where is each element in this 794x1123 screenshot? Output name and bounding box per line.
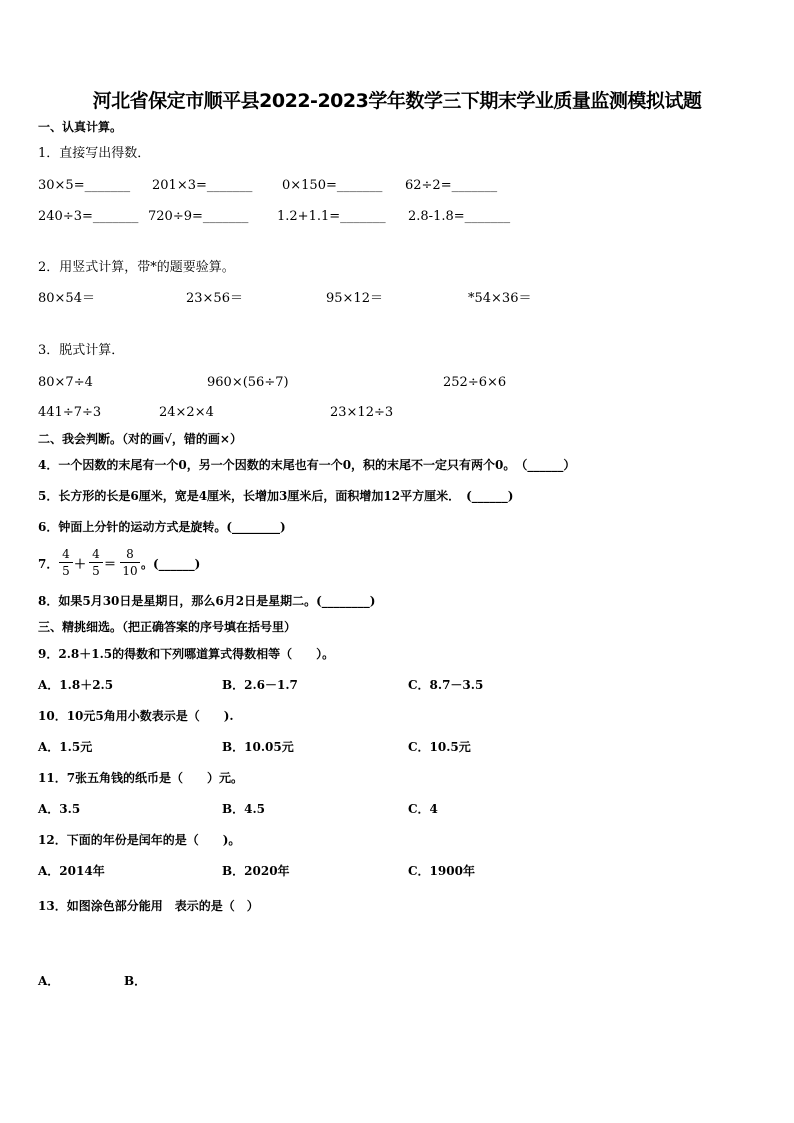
q5-text: 5．长方形的长是6厘米，宽是4厘米，长增加3厘米后，面积增加12平方厘米． (______) [38, 489, 514, 503]
q3-item: 80×7÷4 [38, 375, 93, 390]
q10-option-a: A．1.5元 [38, 740, 93, 754]
fraction [120, 546, 140, 579]
q12-stem: 12．下面的年份是闰年的是（ )。 [38, 833, 241, 847]
q1-item: 1.2+1.1=_______ [277, 209, 386, 224]
q4-text: 4．一个因数的末尾有一个0，另一个因数的末尾也有一个0，积的末尾不一定只有两个0。 （______） [38, 458, 576, 472]
fraction [59, 546, 73, 579]
fraction-denominator: 5 [62, 564, 70, 578]
section-3-heading: 三、精挑细选。（把正确答案的序号填在括号里） [38, 620, 297, 634]
q1-item: 720÷9=_______ [148, 209, 249, 224]
q3-item: 441÷7÷3 [38, 405, 102, 420]
q3-item: 24×2×4 [159, 405, 214, 420]
q2-label: 2．用竖式计算，带*的题要验算。 [38, 260, 235, 275]
q3-item: 23×12÷3 [330, 405, 394, 420]
q13-option-a: A． [38, 974, 60, 988]
fraction-denominator: 5 [92, 564, 100, 578]
q7-number: 7． [38, 557, 59, 571]
equals-sign: ＝ [104, 557, 117, 571]
q13-stem: 13．如图涂色部分能用 表示的是（ ） [38, 899, 259, 913]
q10-option-b: B．10.05元 [222, 740, 294, 754]
q1-item: 240÷3=_______ [38, 209, 139, 224]
q2-item: 95×12＝ [326, 291, 383, 306]
fraction-numerator: 4 [92, 547, 100, 561]
q1-item: 0×150=_______ [282, 178, 383, 193]
q11-option-a: A．3.5 [38, 802, 81, 816]
q11-option-b: B．4.5 [222, 802, 266, 816]
section-1-heading: 一、认真计算。 [38, 120, 123, 134]
q12-option-c: C．1900年 [408, 864, 475, 878]
q9-option-a: A．1.8＋2.5 [38, 678, 114, 692]
q13-option-b: B． [124, 974, 147, 988]
q2-item: *54×36＝ [468, 291, 532, 306]
q12-option-b: B．2020年 [222, 864, 290, 878]
q11-option-c: C．4 [408, 802, 438, 816]
q9-option-b: B．2.6－1.7 [222, 678, 298, 692]
q10-option-c: C．10.5元 [408, 740, 471, 754]
fraction-numerator: 4 [62, 547, 70, 561]
q3-label: 3．脱式计算． [38, 343, 125, 358]
page-title: 河北省保定市顺平县2022-2023学年数学三下期末学业质量监测模拟试题 [92, 90, 702, 112]
q9-stem: 9．2.8＋1.5的得数和下列哪道算式得数相等（ ）。 [38, 647, 335, 661]
q8-text: 8．如果5月30日是星期日，那么6月2日是星期二。(________) [38, 594, 376, 608]
q11-stem: 11．7张五角钱的纸币是（ ）元。 [38, 771, 244, 785]
section-2-heading: 二、我会判断。（对的画√，错的画×） [38, 432, 242, 446]
q2-item: 23×56＝ [186, 291, 243, 306]
q1-item: 2.8-1.8=_______ [408, 209, 511, 224]
q9-option-c: C．8.7－3.5 [408, 678, 484, 692]
fraction-denominator: 10 [122, 564, 138, 578]
q7-blank: 。(______) [141, 557, 201, 571]
fraction-numerator: 8 [126, 547, 134, 561]
plus-sign: ＋ [74, 557, 87, 571]
fraction [89, 546, 103, 579]
q1-item: 201×3=_______ [152, 178, 253, 193]
q3-item: 252÷6×6 [443, 375, 507, 390]
q1-item: 62÷2=_______ [405, 178, 498, 193]
q10-stem: 10．10元5角用小数表示是（ ). [38, 709, 234, 723]
q2-item: 80×54＝ [38, 291, 95, 306]
q1-item: 30×5=_______ [38, 178, 131, 193]
q12-option-a: A．2014年 [38, 864, 105, 878]
q1-label: 1．直接写出得数． [38, 146, 151, 161]
q3-item: 960×(56÷7) [207, 375, 289, 390]
q6-text: 6．钟面上分针的运动方式是旋转。(________) [38, 520, 286, 534]
